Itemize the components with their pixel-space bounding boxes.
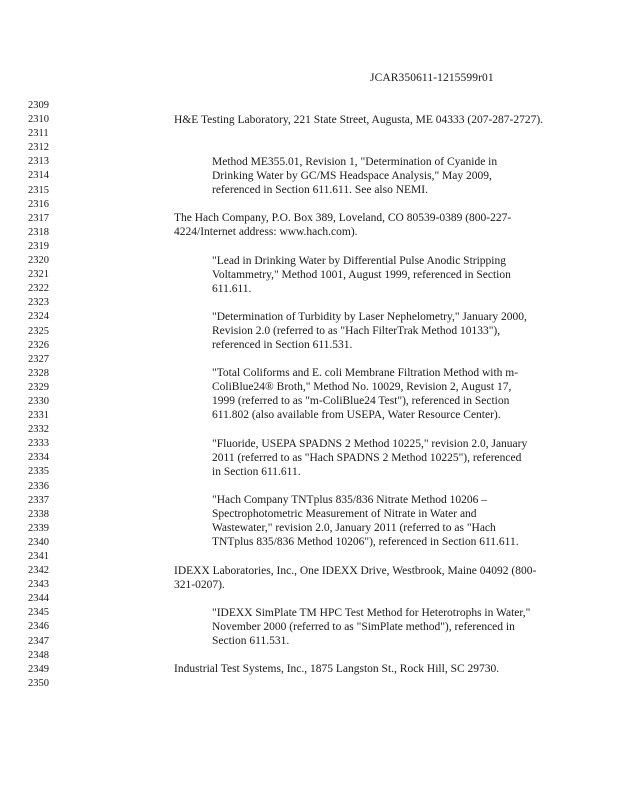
line-number: 2328 bbox=[28, 367, 49, 379]
line-number: 2346 bbox=[28, 621, 49, 633]
line-number: 2342 bbox=[28, 565, 49, 577]
line-number: 2331 bbox=[28, 410, 49, 422]
line-number: 2332 bbox=[28, 424, 49, 436]
line-number: 2311 bbox=[28, 128, 49, 140]
line-number: 2337 bbox=[28, 494, 49, 506]
line-number: 2314 bbox=[28, 170, 49, 182]
reference-method-coliforms: "Total Coliforms and E. coli Membrane Filtration Method with m-ColiBlue24® Broth," Method No. 10029, Revision 2, August 17, 1999 (referred to as "m-ColiBlue24 Test"), referenced in Section 611.802 (also available from USEPA, Water Resource Center). bbox=[212, 367, 519, 422]
reference-organization-hach: The Hach Company, P.O. Box 389, Loveland, CO 80539-0389 (800-227-4224/Internet address: www.hach.com). bbox=[174, 212, 512, 239]
line-number: 2329 bbox=[28, 381, 49, 393]
line-number: 2347 bbox=[28, 635, 49, 647]
line-numbers bbox=[28, 99, 64, 691]
line-number: 2334 bbox=[28, 452, 49, 464]
line-number: 2317 bbox=[28, 212, 49, 224]
line-number: 2309 bbox=[28, 100, 49, 111]
line-number: 2338 bbox=[28, 508, 49, 520]
line-number: 2313 bbox=[28, 156, 49, 168]
line-number: 2339 bbox=[28, 522, 49, 534]
reference-organization-idexx: IDEXX Laboratories, Inc., One IDEXX Drive, Westbrook, Maine 04092 (800-321-0207). bbox=[174, 565, 537, 592]
line-number: 2310 bbox=[28, 114, 49, 126]
line-number: 2321 bbox=[28, 269, 49, 281]
line-number: 2324 bbox=[28, 311, 49, 323]
line-number: 2340 bbox=[28, 536, 49, 548]
reference-method-simplate: "IDEXX SimPlate TM HPC Test Method for Heterotrophs in Water," November 2000 (referred to as "SimPlate method"), referenced in Section 611.531. bbox=[212, 607, 531, 648]
line-number: 2350 bbox=[28, 677, 49, 689]
line-number: 2348 bbox=[28, 649, 49, 661]
line-number: 2323 bbox=[28, 297, 49, 309]
reference-organization-he-testing: H&E Testing Laboratory, 221 State Street, Augusta, ME 04333 (207-287-2727). bbox=[174, 114, 544, 126]
line-number: 2325 bbox=[28, 325, 49, 337]
line-number: 2318 bbox=[28, 226, 49, 238]
line-number: 2335 bbox=[28, 466, 49, 478]
line-number: 2341 bbox=[28, 551, 49, 562]
line-number: 2315 bbox=[28, 184, 49, 196]
reference-method-nitrate: "Hach Company TNTplus 835/836 Nitrate Method 10206 – Spectrophotometric Measurement of Nitrate in Water and Wastewater," revision 2.0, January 2011 (referred to as "Hach TNTplus 835/836 Method 10206"), referenced in Section 611.611. bbox=[212, 494, 519, 549]
reference-method-fluoride: "Fluoride, USEPA SPADNS 2 Method 10225," revision 2.0, January 2011 (referred to as "Hach SPADNS 2 Method 10225"), referenced in Section 611.611. bbox=[212, 438, 528, 479]
line-number: 2349 bbox=[28, 663, 49, 675]
document-id: JCAR350611-1215599r01 bbox=[370, 72, 494, 84]
line-number: 2327 bbox=[28, 353, 49, 365]
reference-method-lead: "Lead in Drinking Water by Differential Pulse Anodic Stripping Voltammetry," Method 1001, August 1999, referenced in Section 611.611. bbox=[212, 255, 511, 296]
line-number: 2312 bbox=[28, 142, 49, 154]
line-number: 2319 bbox=[28, 240, 49, 252]
line-number: 2344 bbox=[28, 593, 49, 605]
line-number: 2320 bbox=[28, 255, 49, 267]
reference-organization-industrial-test-systems: Industrial Test Systems, Inc., 1875 Langston St., Rock Hill, SC 29730. bbox=[174, 663, 500, 675]
line-number: 2322 bbox=[28, 283, 49, 295]
reference-method-cyanide: Method ME355.01, Revision 1, "Determination of Cyanide in Drinking Water by GC/MS Headspace Analysis," May 2009, referenced in Section 611.611. See also NEMI. bbox=[212, 156, 498, 197]
line-number: 2330 bbox=[28, 395, 49, 407]
line-number: 2343 bbox=[28, 579, 49, 591]
reference-method-turbidity: "Determination of Turbidity by Laser Nephelometry," January 2000, Revision 2.0 (referred to as "Hach FilterTrak Method 10133"), referenced in Section 611.531. bbox=[212, 311, 527, 352]
line-number: 2345 bbox=[28, 607, 49, 619]
line-number: 2336 bbox=[28, 480, 49, 492]
line-number: 2326 bbox=[28, 339, 49, 351]
line-number: 2333 bbox=[28, 438, 49, 450]
line-number: 2316 bbox=[28, 198, 49, 210]
